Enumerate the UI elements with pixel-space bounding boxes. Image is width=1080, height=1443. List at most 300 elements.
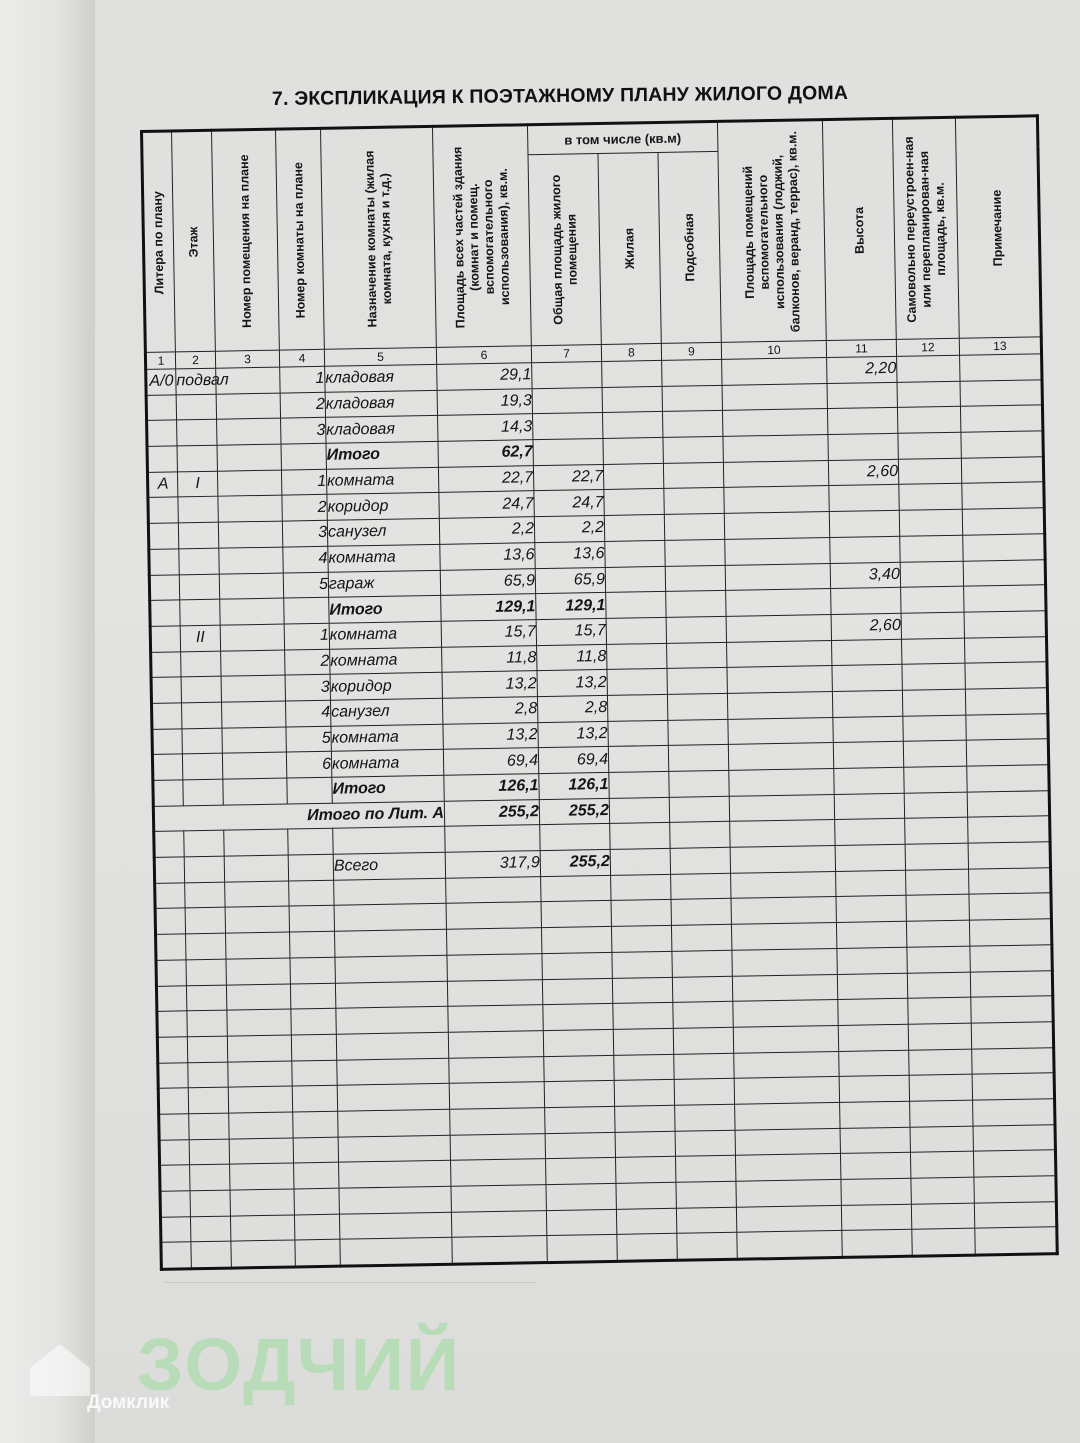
empty-cell <box>735 1154 840 1182</box>
cell-height <box>830 536 900 563</box>
empty-cell <box>909 1049 972 1076</box>
cell-liter <box>147 446 177 472</box>
empty-cell <box>160 1165 190 1191</box>
cell-floor <box>183 779 223 805</box>
empty-cell <box>736 1179 841 1207</box>
cell-general-area: 65,9 <box>535 567 605 594</box>
empty-cell <box>338 1135 450 1163</box>
cell-purpose: комната <box>331 750 443 778</box>
empty-cell <box>225 906 289 933</box>
empty-cell <box>912 1228 975 1256</box>
empty-cell <box>290 931 335 957</box>
cell-note <box>966 713 1048 740</box>
cell-floor <box>177 420 217 446</box>
empty-cell <box>449 1056 544 1083</box>
empty-cell <box>294 1188 339 1214</box>
cell-utility-area <box>670 847 730 874</box>
empty-cell <box>614 1054 674 1081</box>
empty-cell <box>908 1023 971 1050</box>
cell-utility-area <box>663 462 723 489</box>
empty-cell <box>161 1242 191 1269</box>
cell-unauthorized-area <box>898 458 961 485</box>
cell-unauthorized-area <box>902 663 965 690</box>
column-number-3: 3 <box>215 350 279 368</box>
cell-premise <box>219 547 283 574</box>
empty-cell <box>677 1233 737 1261</box>
empty-cell <box>226 932 290 959</box>
cell-auxiliary-area <box>727 666 832 694</box>
empty-cell <box>612 977 672 1004</box>
cell-room-number: 3 <box>282 520 327 546</box>
cell-total-area: 14,3 <box>438 414 533 441</box>
empty-cell <box>185 882 225 908</box>
cell-auxiliary-area <box>725 563 830 591</box>
empty-cell <box>338 1109 450 1137</box>
cell-room-number <box>284 597 329 623</box>
empty-cell <box>972 1047 1054 1074</box>
cell-auxiliary-area <box>724 512 829 540</box>
cell-living-area <box>603 437 663 464</box>
cell-unauthorized-area <box>905 818 968 845</box>
cell-auxiliary-area <box>728 717 833 745</box>
cell-note <box>964 585 1046 612</box>
cell-living-area <box>610 823 670 850</box>
empty-cell <box>973 1099 1055 1126</box>
column-number-12: 12 <box>896 338 959 356</box>
empty-cell <box>186 985 226 1011</box>
empty-cell <box>906 869 969 896</box>
cell-utility-area <box>665 565 725 592</box>
cell-living-area <box>603 412 663 439</box>
cell-living-area <box>604 489 664 516</box>
cell-total-area: 22,7 <box>438 465 533 492</box>
cell-total-area: 317,9 <box>445 851 540 878</box>
column-number-10: 10 <box>721 341 826 360</box>
cell-living-area <box>605 566 665 593</box>
cell-auxiliary-area <box>730 846 835 874</box>
cell-note <box>966 739 1048 766</box>
cell-general-area <box>533 413 603 440</box>
cell-height <box>833 742 903 769</box>
empty-cell <box>542 978 612 1005</box>
empty-cell <box>292 1085 337 1111</box>
empty-cell <box>733 1025 838 1053</box>
empty-cell <box>732 974 837 1002</box>
cell-auxiliary-area <box>729 768 834 796</box>
cell-premise <box>223 778 287 805</box>
empty-cell <box>672 950 732 977</box>
empty-cell <box>158 1062 188 1088</box>
cell-height <box>828 433 898 460</box>
cell-liter <box>148 523 178 549</box>
cell-premise <box>222 752 286 779</box>
cell-note <box>961 431 1043 458</box>
cell-height <box>832 690 902 717</box>
cell-utility-area <box>662 385 722 412</box>
cell-liter: А/0 <box>146 369 176 395</box>
cell-premise <box>219 573 283 600</box>
cell-height: 2,60 <box>828 459 898 486</box>
cell-note <box>960 379 1042 406</box>
empty-cell <box>736 1205 841 1233</box>
empty-cell <box>906 920 969 947</box>
empty-cell <box>447 953 542 980</box>
cell-unauthorized-area <box>902 689 965 716</box>
cell-liter <box>150 600 180 626</box>
empty-cell <box>735 1128 840 1156</box>
cell-purpose: кладовая <box>325 390 437 418</box>
cell-floor: подвал <box>176 368 216 394</box>
cell-floor <box>176 394 216 420</box>
cell-total-area: 255,2 <box>444 799 539 826</box>
empty-cell <box>841 1204 911 1231</box>
empty-cell <box>616 1208 676 1235</box>
cell-living-area <box>602 360 662 387</box>
cell-utility-area <box>664 513 724 540</box>
cell-room-number: 2 <box>280 392 325 418</box>
empty-cell <box>187 1036 227 1062</box>
empty-cell <box>542 952 612 979</box>
empty-cell <box>674 1079 734 1106</box>
cell-unauthorized-area <box>901 638 964 665</box>
empty-cell <box>910 1151 973 1178</box>
cell-liter: А <box>147 472 177 498</box>
empty-cell <box>230 1215 294 1242</box>
empty-cell <box>291 1008 336 1034</box>
empty-cell <box>185 908 225 934</box>
cell-room-number: 2 <box>285 649 330 675</box>
cell-premise <box>218 521 282 548</box>
empty-cell <box>675 1156 735 1183</box>
explication-table-wrap <box>140 114 1056 1271</box>
empty-cell <box>731 897 836 925</box>
empty-cell <box>613 1003 673 1030</box>
empty-cell <box>611 874 671 901</box>
empty-cell <box>189 1139 229 1165</box>
empty-cell <box>969 867 1051 894</box>
cell-utility-area <box>666 591 726 618</box>
cell-living-area <box>608 746 668 773</box>
cell-purpose: санузел <box>327 518 439 546</box>
header-premise-number: Номер помещения на плане <box>212 129 280 351</box>
empty-cell <box>839 1050 909 1077</box>
cell-unauthorized-area <box>903 740 966 767</box>
cell-purpose: комната <box>331 724 443 752</box>
cell-premise <box>222 727 286 754</box>
cell-liter <box>151 651 181 677</box>
cell-general-area: 129,1 <box>536 593 606 620</box>
empty-cell <box>673 1027 733 1054</box>
document-title: 7. ЭКСПЛИКАЦИЯ К ПОЭТАЖНОМУ ПЛАНУ ЖИЛОГО ДОМА <box>271 81 849 110</box>
empty-cell <box>671 899 731 926</box>
cell-general-area <box>532 361 602 388</box>
empty-cell <box>228 1061 292 1088</box>
cell-floor <box>184 856 224 882</box>
column-number-6: 6 <box>436 346 531 365</box>
empty-cell <box>335 981 447 1009</box>
cell-living-area <box>609 771 669 798</box>
cell-liter <box>148 497 178 523</box>
empty-cell <box>158 1088 188 1114</box>
cell-living-area <box>604 515 664 542</box>
cell-height <box>834 767 904 794</box>
cell-total-area: 13,2 <box>442 671 537 698</box>
cell-utility-area <box>664 488 724 515</box>
header-liter: Литера по плану <box>142 131 176 352</box>
cell-auxiliary-area <box>722 383 827 411</box>
cell-auxiliary-area <box>727 691 832 719</box>
cell-room-number: 3 <box>285 675 330 701</box>
empty-cell <box>227 1035 291 1062</box>
empty-cell <box>911 1177 974 1204</box>
empty-cell <box>289 880 334 906</box>
cell-liter <box>154 857 184 883</box>
empty-cell <box>290 957 335 983</box>
empty-cell <box>906 895 969 922</box>
empty-cell <box>335 929 447 957</box>
cell-unauthorized-area <box>904 766 967 793</box>
empty-cell <box>339 1161 451 1189</box>
empty-cell <box>450 1133 545 1160</box>
column-number-2: 2 <box>175 351 215 369</box>
empty-cell <box>612 951 672 978</box>
cell-unauthorized-area <box>897 407 960 434</box>
empty-cell <box>737 1231 842 1260</box>
empty-cell <box>614 1080 674 1107</box>
cell-liter <box>152 703 182 729</box>
empty-cell <box>155 908 185 934</box>
cell-general-area <box>532 387 602 414</box>
empty-cell <box>230 1189 294 1216</box>
cell-general-area: 13,2 <box>538 721 608 748</box>
cell-general-area: 22,7 <box>533 464 603 491</box>
header-height: Высота <box>822 118 896 340</box>
cell-purpose: комната <box>328 544 440 572</box>
cell-living-area <box>607 643 667 670</box>
cell-height <box>833 716 903 743</box>
empty-cell <box>190 1190 230 1216</box>
empty-cell <box>671 873 731 900</box>
empty-cell <box>839 1075 909 1102</box>
cell-room-number <box>281 443 326 469</box>
header-auxiliary-area: Площадь помещений вспомогательного использования (лоджий, балконов, веранд, террас), кв.м. <box>717 120 826 343</box>
cell-floor: II <box>180 625 220 651</box>
empty-cell <box>229 1112 293 1139</box>
cell-room-number: 4 <box>283 546 328 572</box>
empty-cell <box>226 958 290 985</box>
empty-cell <box>230 1163 294 1190</box>
cell-height: 2,20 <box>827 356 897 383</box>
cell-note <box>961 457 1043 484</box>
empty-cell <box>159 1114 189 1140</box>
empty-cell <box>672 976 732 1003</box>
empty-cell <box>290 983 335 1009</box>
header-total-area: Площадь всех частей здания (комнат и помещ. вспомогательного использования), кв.м. <box>432 125 531 348</box>
cell-room-number <box>288 854 333 880</box>
empty-cell <box>971 1022 1053 1049</box>
empty-cell <box>836 870 906 897</box>
empty-cell <box>447 979 542 1006</box>
cell-auxiliary-area <box>722 409 827 437</box>
empty-cell <box>734 1077 839 1105</box>
cell-total-area: 126,1 <box>444 774 539 801</box>
cell-purpose: коридор <box>327 493 439 521</box>
cell-note <box>967 765 1049 792</box>
empty-cell <box>907 972 970 999</box>
cell-liter <box>152 728 182 754</box>
empty-cell <box>186 933 226 959</box>
empty-cell <box>676 1207 736 1234</box>
cell-note <box>963 559 1045 586</box>
cell-note <box>960 405 1042 432</box>
cell-auxiliary-area <box>722 358 827 386</box>
cell-premise <box>221 701 285 728</box>
cell-liter <box>153 780 183 806</box>
header-utility: Подсобная <box>658 151 721 343</box>
empty-cell <box>546 1209 616 1236</box>
cell-room-number: 5 <box>283 572 328 598</box>
empty-cell <box>973 1124 1055 1151</box>
page-left-edge <box>0 0 95 1443</box>
column-number-5: 5 <box>324 347 436 366</box>
cell-living-area <box>603 463 663 490</box>
empty-cell <box>969 919 1051 946</box>
cell-general-area: 13,2 <box>537 670 607 697</box>
empty-cell <box>186 959 226 985</box>
column-number-11: 11 <box>826 339 896 357</box>
empty-cell <box>231 1240 295 1268</box>
header-room-number: Номер комнаты на плане <box>276 128 325 350</box>
empty-cell <box>294 1214 339 1240</box>
empty-cell <box>731 923 836 951</box>
cell-note <box>967 790 1049 817</box>
cell-floor: I <box>177 471 217 497</box>
empty-cell <box>226 984 290 1011</box>
column-number-4: 4 <box>279 349 324 367</box>
cell-premise <box>224 855 288 882</box>
empty-cell <box>543 1004 613 1031</box>
cell-purpose: комната <box>329 621 441 649</box>
header-floor: Этаж <box>172 130 216 352</box>
cell-utility-area <box>670 822 730 849</box>
empty-cell <box>339 1186 451 1214</box>
cell-purpose: Итого <box>332 775 444 803</box>
cell-floor <box>182 702 222 728</box>
cell-total-area: 2,2 <box>439 517 534 544</box>
cell-purpose: комната <box>326 467 438 495</box>
cell-floor <box>182 728 222 754</box>
cell-auxiliary-area <box>726 589 831 617</box>
header-unauthorized-area: Самовольно переустроен-ная или перепланирован-ная площадь, кв.м. <box>892 117 959 339</box>
cell-general-area: 24,7 <box>534 490 604 517</box>
cell-general-area <box>533 439 603 466</box>
cell-total-area: 24,7 <box>439 491 534 518</box>
cell-purpose <box>333 827 445 855</box>
empty-cell <box>157 1037 187 1063</box>
header-general-living-area: Общая площадь жилого помещения <box>528 154 601 346</box>
cell-premise <box>220 598 284 625</box>
empty-cell <box>675 1104 735 1131</box>
cell-general-area: 255,2 <box>540 849 610 876</box>
empty-cell <box>545 1132 615 1159</box>
cell-living-area <box>606 617 666 644</box>
empty-cell <box>675 1130 735 1157</box>
cell-note <box>964 611 1046 638</box>
empty-cell <box>611 900 671 927</box>
cell-height <box>834 793 904 820</box>
empty-cell <box>969 893 1051 920</box>
empty-cell <box>229 1138 293 1165</box>
empty-cell <box>541 875 611 902</box>
cell-note <box>968 816 1050 843</box>
cell-general-area: 2,2 <box>534 516 604 543</box>
empty-cell <box>334 904 446 932</box>
cell-liter <box>152 754 182 780</box>
cell-living-area <box>602 386 662 413</box>
cell-liter <box>146 395 176 421</box>
empty-cell <box>544 1055 614 1082</box>
cell-auxiliary-area <box>727 640 832 668</box>
empty-cell <box>616 1182 676 1209</box>
empty-cell <box>156 960 186 986</box>
cell-total-area: 129,1 <box>441 594 536 621</box>
cell-unauthorized-area <box>897 381 960 408</box>
empty-cell <box>908 997 971 1024</box>
column-number-13: 13 <box>959 337 1041 355</box>
empty-cell <box>448 1005 543 1032</box>
empty-cell <box>732 948 837 976</box>
empty-cell <box>227 1009 291 1036</box>
cell-note <box>962 482 1044 509</box>
cell-purpose: кладовая <box>325 364 437 392</box>
cell-unauthorized-area <box>903 715 966 742</box>
cell-note <box>965 662 1047 689</box>
cell-general-area: 15,7 <box>536 618 606 645</box>
explication-table <box>140 114 1059 1271</box>
cell-room-number: 4 <box>285 700 330 726</box>
house-logo-icon <box>25 1338 95 1400</box>
empty-cell <box>547 1235 617 1263</box>
empty-cell <box>188 1062 228 1088</box>
empty-cell <box>340 1238 452 1267</box>
empty-cell <box>446 928 541 955</box>
empty-cell <box>451 1210 546 1237</box>
cell-total-area: 29,1 <box>437 363 532 390</box>
empty-cell <box>228 1086 292 1113</box>
cell-unauthorized-area <box>900 535 963 562</box>
empty-cell <box>191 1241 231 1268</box>
cell-unauthorized-area <box>900 561 963 588</box>
cell-floor <box>181 676 221 702</box>
cell-total-area: 69,4 <box>443 748 538 775</box>
cell-living-area <box>605 540 665 567</box>
header-living: Жилая <box>598 152 661 344</box>
empty-cell <box>159 1139 189 1165</box>
empty-cell <box>188 1087 228 1113</box>
cell-height <box>831 587 901 614</box>
column-number-8: 8 <box>601 343 661 361</box>
empty-cell <box>541 901 611 928</box>
cell-total-area: 13,2 <box>443 722 538 749</box>
cell-unauthorized-area <box>904 792 967 819</box>
cell-room-number: 3 <box>281 418 326 444</box>
column-number-1: 1 <box>145 352 175 370</box>
cell-height: 3,40 <box>830 562 900 589</box>
cell-general-area: 69,4 <box>538 747 608 774</box>
header-room-purpose: Назначение комнаты (жилая комната, кухня и т.д.) <box>320 126 436 349</box>
cell-utility-area <box>663 436 723 463</box>
cell-height <box>832 639 902 666</box>
